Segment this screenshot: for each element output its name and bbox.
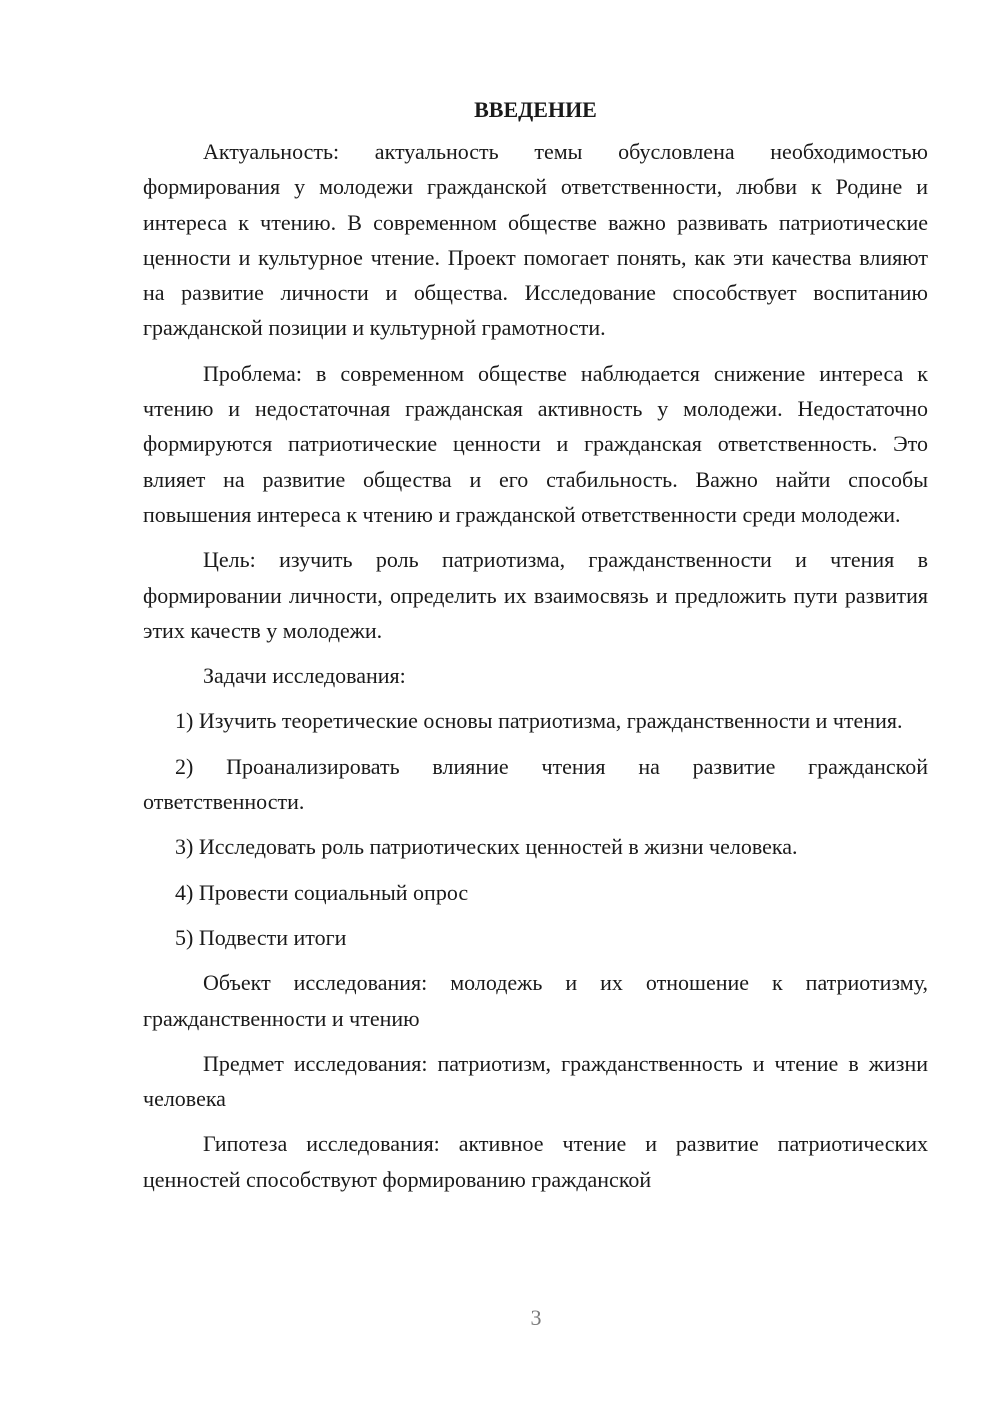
problem-paragraph: Проблема: в современном обществе наблюдается снижение интереса к чтению и недостаточная гражданская активность у молодежи. Недостаточно формируются патриотические ценности и гражданская ответственность. Это влияет на развитие общества и его стабильность. Важно найти способы повышения интереса к чтению и гражданской ответственности среди молодежи. bbox=[143, 360, 928, 527]
page-number: 3 bbox=[530, 1305, 542, 1330]
object-paragraph: Объект исследования: молодежь и их отношение к патриотизму, гражданственности и чтению bbox=[143, 970, 928, 1031]
task-item: 3) Исследовать роль патриотических ценностей в жизни человека. bbox=[175, 834, 798, 860]
task-item: 4) Провести социальный опрос bbox=[175, 879, 469, 905]
hypothesis-paragraph: Гипотеза исследования: активное чтение и развитие патриотических ценностей способствуют формированию гражданской bbox=[143, 1131, 928, 1192]
tasks-heading: Задачи исследования: bbox=[203, 663, 406, 689]
subject-paragraph: Предмет исследования: патриотизм, гражданственность и чтение в жизни человека bbox=[143, 1050, 928, 1112]
goal-paragraph: Цель: изучить роль патриотизма, гражданственности и чтения в формировании личности, определить их взаимосвязь и предложить пути развития этих качеств у молодежи. bbox=[143, 547, 928, 643]
relevance-paragraph: Актуальность: актуальность темы обусловлена необходимостью формирования у молодежи гражданской ответственности, любви к Родине и интереса к чтению. В современном обществе важно развивать патриотические ценности и культурное чтение. Проект помогает понять, как эти качества влияют на развитие личности и общества. Исследование способствует воспитанию гражданской позиции и культурной грамотности. bbox=[143, 139, 928, 341]
task-item: 2) Проанализировать влияние чтения на развитие гражданской ответственности. bbox=[143, 753, 928, 815]
document-title: ВВЕДЕНИЕ bbox=[474, 97, 597, 122]
document-page bbox=[143, 92, 928, 1207]
task-item: 5) Подвести итоги bbox=[175, 924, 347, 950]
task-item: 1) Изучить теоретические основы патриотизма, гражданственности и чтения. bbox=[175, 708, 903, 734]
